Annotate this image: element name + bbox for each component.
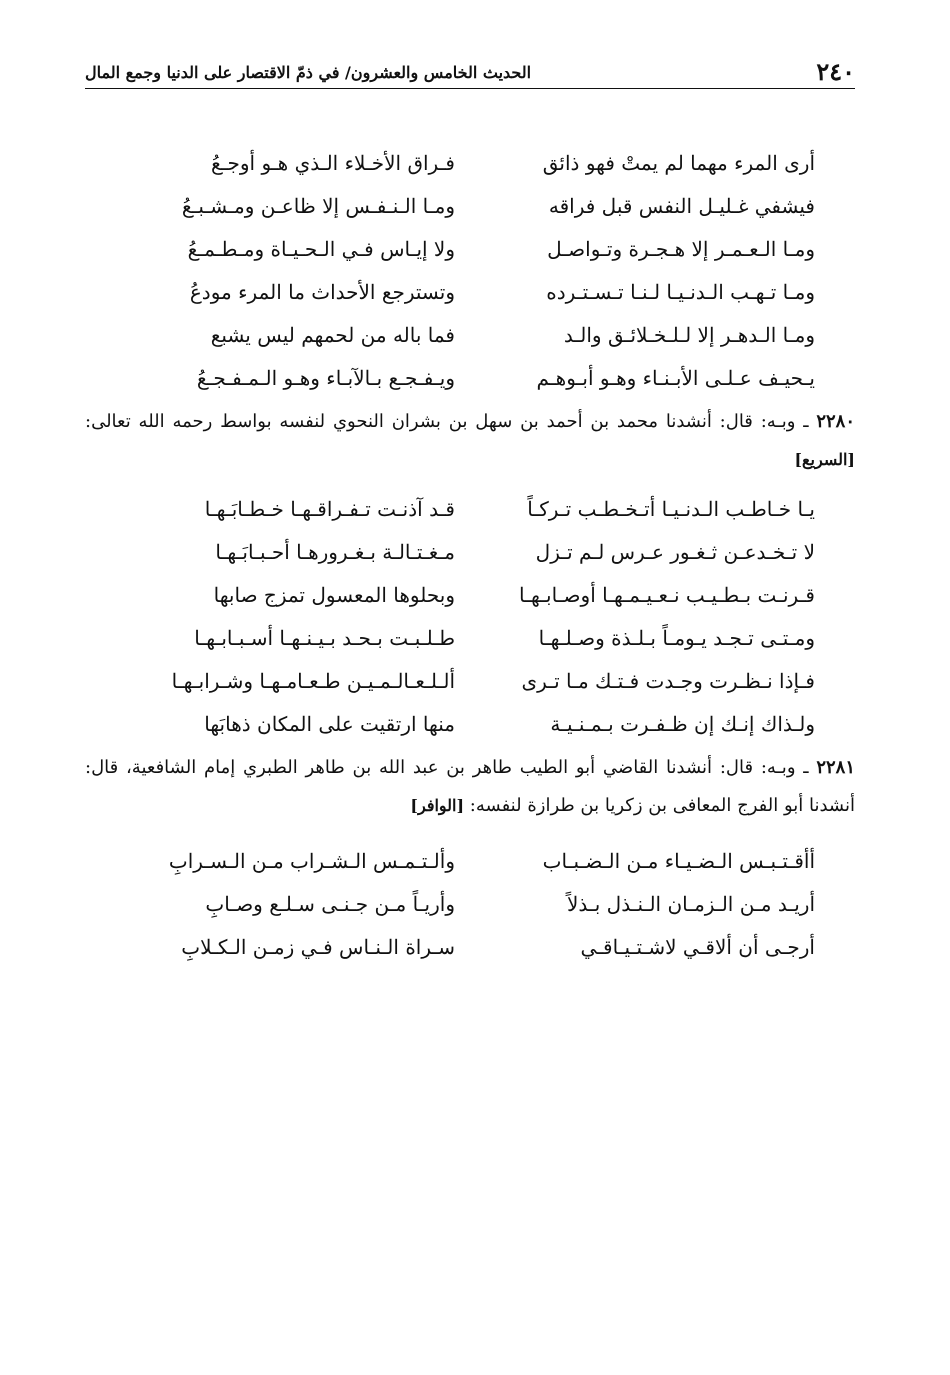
verse-second-hemistich: وتسترجع الأحداث ما المرء مودعُ: [189, 279, 455, 304]
poem-1: [85, 141, 855, 399]
verse-second-hemistich: ولا إيـاس فـي الـحـيـاة ومـطـمـعُ: [187, 236, 455, 261]
verse-first-hemistich: أرجـى أن ألاقـي لاشـتـيـاقـي: [580, 934, 815, 959]
narration-2281: [85, 749, 855, 825]
verse: [85, 616, 855, 659]
page-header: [85, 50, 855, 89]
verse-first-hemistich: يـا خـاطـب الـدنـيـا أتـخـطـب تـركـاً: [527, 496, 815, 521]
meter-label: [السريع]: [794, 450, 855, 469]
verse-second-hemistich: ومـا الـنـفـس إلا ظاعـن ومـشـبـعُ: [181, 193, 455, 218]
hadith-number: ٢٢٨٠: [816, 411, 855, 432]
verse: [85, 141, 855, 184]
verse-second-hemistich: فما باله من لحمهم ليس يشبع: [210, 322, 455, 347]
verse: [85, 925, 855, 968]
verse: [85, 573, 855, 616]
verse-second-hemistich: وألـتـمـس الـشـراب مـن الـسـرابِ: [168, 848, 455, 873]
narration-text: ـ وبـه: قال: أنشدنا القاضي أبو الطيب طاهر بن عبد الله بن طاهر الطبري إمام الشافعية، قال: أنشدنا أبو الفرج المعافى بن زكريا بن طرازة لنفسه:: [85, 757, 855, 816]
verse-first-hemistich: أأقـتـبـس الـضـيـاء مـن الـضـبـاب: [542, 848, 815, 873]
hadith-number: ٢٢٨١: [816, 757, 855, 778]
running-title: الحديث الخامس والعشرون/ في ذمّ الاقتصار على الدنيا وجمع المال: [85, 63, 532, 82]
verse-first-hemistich: أرى المرء مهما لم يمتْ فهو ذائق: [542, 150, 815, 175]
verse-first-hemistich: فيشفي غـليـل النفس قبل فراقه: [548, 193, 815, 218]
verse: [85, 839, 855, 882]
verse: [85, 356, 855, 399]
poem-3: [85, 839, 855, 968]
verse-first-hemistich: ومـا الـدهـر إلا لـلـخـلائـق والـد: [563, 322, 815, 347]
verse: [85, 882, 855, 925]
verse-first-hemistich: فـإذا نـظـرت وجـدت فـتـك مـا تـرى: [521, 668, 815, 693]
verse: [85, 270, 855, 313]
page: [85, 50, 855, 968]
narration-2280: [85, 403, 855, 479]
verse: [85, 184, 855, 227]
verse-second-hemistich: طـلـبـت بـحـد بـيـنـهـا أسـبـابـهـا: [194, 625, 455, 650]
verse: [85, 227, 855, 270]
verse-second-hemistich: قـد آذنـت تـفـراقـهـا خـطـابَـهـا: [204, 496, 455, 521]
verse-first-hemistich: ومـا الـعـمـر إلا هـجـرة وتـواصـل: [547, 236, 815, 261]
verse-second-hemistich: فـراق الأخـلاء الـذي هـو أوجـعُ: [211, 150, 455, 175]
verse: [85, 702, 855, 745]
verse-second-hemistich: وأريـاً مـن جـنـى سـلـع وصـابِ: [205, 891, 455, 916]
verse-second-hemistich: ألـلـعـالـمـيـن طـعـامـهـا وشـرابـهـا: [171, 668, 455, 693]
meter-label: [الوافر]: [410, 796, 465, 815]
verse: [85, 487, 855, 530]
verse: [85, 313, 855, 356]
verse: [85, 530, 855, 573]
verse: [85, 659, 855, 702]
verse-first-hemistich: يـحيـف عـلـى الأبـنـاء وهـو أبـوهـم: [536, 365, 815, 390]
poem-2: [85, 487, 855, 745]
page-number: ٢٤٠: [816, 57, 855, 86]
verse-second-hemistich: منها ارتقيت على المكان ذهابَها: [204, 711, 455, 736]
verse-second-hemistich: وبحلوها المعسول تمزج صابها: [213, 582, 455, 607]
verse-first-hemistich: ومـتـى تـجـد يـومـاً بـلـذة وصـلـهـا: [538, 625, 815, 650]
verse-first-hemistich: ومـا تـهـب الـدنـيـا لـنـا تـسـتـرده: [546, 279, 815, 304]
verse-second-hemistich: مـغـتـالـة بـغـرورهـا أحـبـابَـهـا: [215, 539, 455, 564]
narration-text: ـ وبـه: قال: أنشدنا محمد بن أحمد بن سهل بن بشران النحوي لنفسه بواسط رحمه الله تعالى:: [85, 411, 817, 432]
verse-first-hemistich: لا تـخـدعـن ثـغـور عـرس لـم تـزل: [535, 539, 815, 564]
verse-first-hemistich: أريـد مـن الـزمـان الـنـذل بـذلاً: [566, 891, 815, 916]
verse-second-hemistich: ويـفـجـع بـالآبـاء وهـو الـمـفـجـعُ: [196, 365, 455, 390]
verse-first-hemistich: قـرنـت بـطـيـب نـعـيـمـهـا أوصـابـهـا: [519, 582, 815, 607]
verse-first-hemistich: ولـذاك إنـك إن ظـفـرت بـمـنـيـة: [550, 711, 815, 736]
verse-second-hemistich: سـراة الـنـاس فـي زمـن الـكـلابِ: [181, 934, 455, 959]
